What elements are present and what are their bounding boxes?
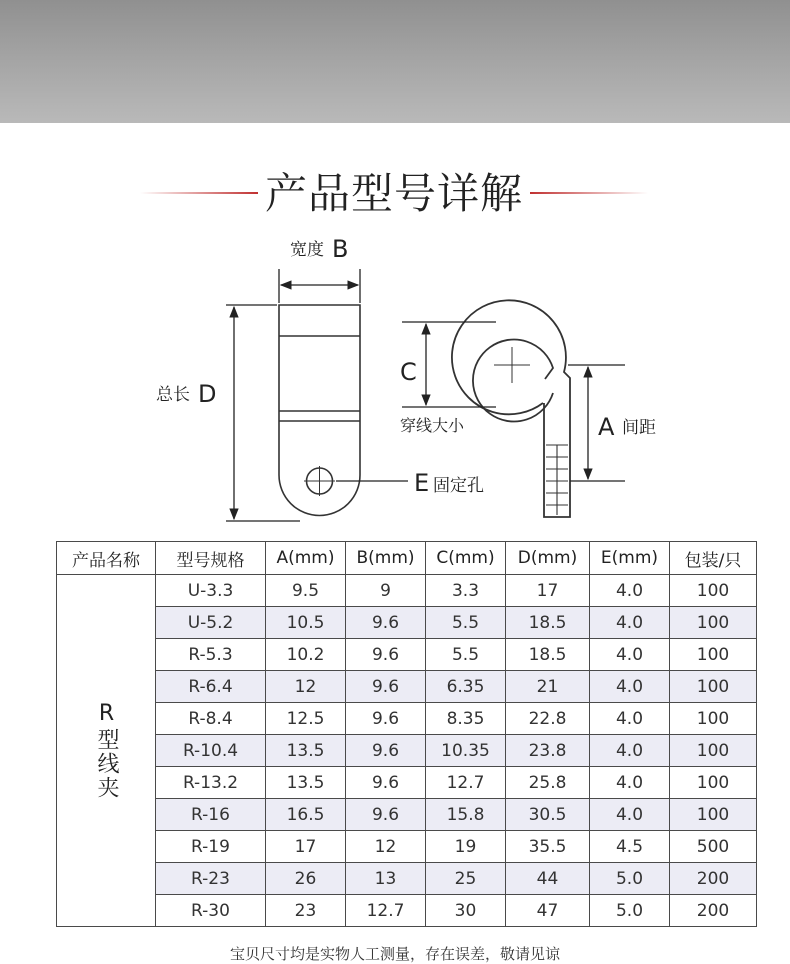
table-cell: 19 (426, 831, 506, 863)
table-cell: 9.6 (346, 735, 426, 767)
table-cell: 6.35 (426, 671, 506, 703)
table-cell: 100 (670, 767, 757, 799)
header-model: 型号规格 (156, 542, 266, 575)
letter-d: D (198, 380, 217, 408)
table-cell: 16.5 (266, 799, 346, 831)
table-cell: 100 (670, 639, 757, 671)
header-a: A(mm) (266, 542, 346, 575)
table-cell: 8.35 (426, 703, 506, 735)
label-length: 总长 (156, 385, 190, 405)
table-cell: 100 (670, 671, 757, 703)
cell-model: U-5.2 (156, 607, 266, 639)
cell-model: R-6.4 (156, 671, 266, 703)
header-b: B(mm) (346, 542, 426, 575)
cell-model: R-13.2 (156, 767, 266, 799)
cell-model: R-16 (156, 799, 266, 831)
table-header-row (57, 542, 757, 575)
table-row (57, 831, 757, 863)
table-cell: 100 (670, 703, 757, 735)
letter-c: C (400, 358, 417, 386)
table-cell: 4.0 (590, 607, 670, 639)
table-cell: 200 (670, 863, 757, 895)
product-group-label: R型线夹 (57, 575, 156, 927)
table-cell: 23.8 (506, 735, 590, 767)
label-wire: 穿线大小 (400, 416, 465, 435)
table-cell: 9.6 (346, 671, 426, 703)
table-cell: 4.0 (590, 575, 670, 607)
table-cell: 4.0 (590, 799, 670, 831)
table-cell: 4.0 (590, 767, 670, 799)
table-cell: 12 (266, 671, 346, 703)
table-cell: 18.5 (506, 607, 590, 639)
title-decor-line-right (530, 192, 648, 194)
table-cell: 12.7 (426, 767, 506, 799)
table-cell: 5.0 (590, 863, 670, 895)
footnote: 宝贝尺寸均是实物人工测量，存在误差，敬请见谅 (229, 945, 560, 963)
title-section (0, 164, 790, 224)
clamp-front-view (279, 305, 360, 516)
table-cell: 44 (506, 863, 590, 895)
table-cell: 17 (266, 831, 346, 863)
table-row (57, 575, 757, 607)
table-cell: 9.6 (346, 799, 426, 831)
cell-model: R-19 (156, 831, 266, 863)
dimension-b (279, 269, 360, 303)
label-spacing: 间距 (622, 418, 656, 438)
table-cell: 22.8 (506, 703, 590, 735)
table-cell: 9 (346, 575, 426, 607)
table-cell: 47 (506, 895, 590, 927)
title-decor-line-left (140, 192, 258, 194)
table-cell: 5.5 (426, 607, 506, 639)
cell-model: R-8.4 (156, 703, 266, 735)
table-row (57, 735, 757, 767)
label-width: 宽度 (290, 240, 324, 260)
table-cell: 5.5 (426, 639, 506, 671)
table-cell: 15.8 (426, 799, 506, 831)
table-cell: 4.0 (590, 671, 670, 703)
header-e: E(mm) (590, 542, 670, 575)
letter-a: A (598, 413, 615, 441)
letter-e: E (414, 469, 430, 497)
table-row (57, 607, 757, 639)
table-cell: 100 (670, 799, 757, 831)
table-cell: 9.5 (266, 575, 346, 607)
table-body (57, 575, 757, 927)
table-cell: 9.6 (346, 607, 426, 639)
table-row (57, 639, 757, 671)
table-cell: 4.5 (590, 831, 670, 863)
table-cell: 30.5 (506, 799, 590, 831)
table-cell: 100 (670, 735, 757, 767)
table-cell: 10.35 (426, 735, 506, 767)
cell-model: R-30 (156, 895, 266, 927)
cell-model: R-23 (156, 863, 266, 895)
table-cell: 12 (346, 831, 426, 863)
label-hole: 固定孔 (433, 476, 484, 496)
table-cell: 35.5 (506, 831, 590, 863)
table-row (57, 703, 757, 735)
table-row (57, 895, 757, 927)
table-cell: 4.0 (590, 735, 670, 767)
header-product-name: 产品名称 (57, 542, 156, 575)
table-cell: 25.8 (506, 767, 590, 799)
table-cell: 18.5 (506, 639, 590, 671)
table-cell: 13 (346, 863, 426, 895)
cell-model: U-3.3 (156, 575, 266, 607)
page-title: 产品型号详解 (264, 169, 523, 218)
table-cell: 4.0 (590, 703, 670, 735)
table-cell: 100 (670, 607, 757, 639)
spec-table (56, 541, 757, 927)
table-cell: 13.5 (266, 735, 346, 767)
table-cell: 4.0 (590, 639, 670, 671)
table-cell: 25 (426, 863, 506, 895)
table-cell: 5.0 (590, 895, 670, 927)
table-cell: 200 (670, 895, 757, 927)
table-cell: 500 (670, 831, 757, 863)
dimension-a (568, 365, 625, 481)
table-cell: 3.3 (426, 575, 506, 607)
table-cell: 13.5 (266, 767, 346, 799)
header-d: D(mm) (506, 542, 590, 575)
table-cell: 23 (266, 895, 346, 927)
cell-model: R-5.3 (156, 639, 266, 671)
table-row (57, 671, 757, 703)
table-cell: 9.6 (346, 767, 426, 799)
header-package: 包装/只 (670, 542, 757, 575)
table-cell: 10.2 (266, 639, 346, 671)
table-cell: 100 (670, 575, 757, 607)
table-cell: 26 (266, 863, 346, 895)
table-row (57, 799, 757, 831)
table-cell: 21 (506, 671, 590, 703)
table-row (57, 863, 757, 895)
table-cell: 10.5 (266, 607, 346, 639)
cell-model: R-10.4 (156, 735, 266, 767)
clamp-diagram (0, 225, 790, 535)
letter-b: B (332, 235, 349, 263)
table-cell: 12.5 (266, 703, 346, 735)
table-cell: 9.6 (346, 639, 426, 671)
top-banner (0, 0, 790, 123)
table-cell: 9.6 (346, 703, 426, 735)
table-cell: 30 (426, 895, 506, 927)
table-cell: 17 (506, 575, 590, 607)
table-row (57, 767, 757, 799)
table-cell: 12.7 (346, 895, 426, 927)
header-c: C(mm) (426, 542, 506, 575)
